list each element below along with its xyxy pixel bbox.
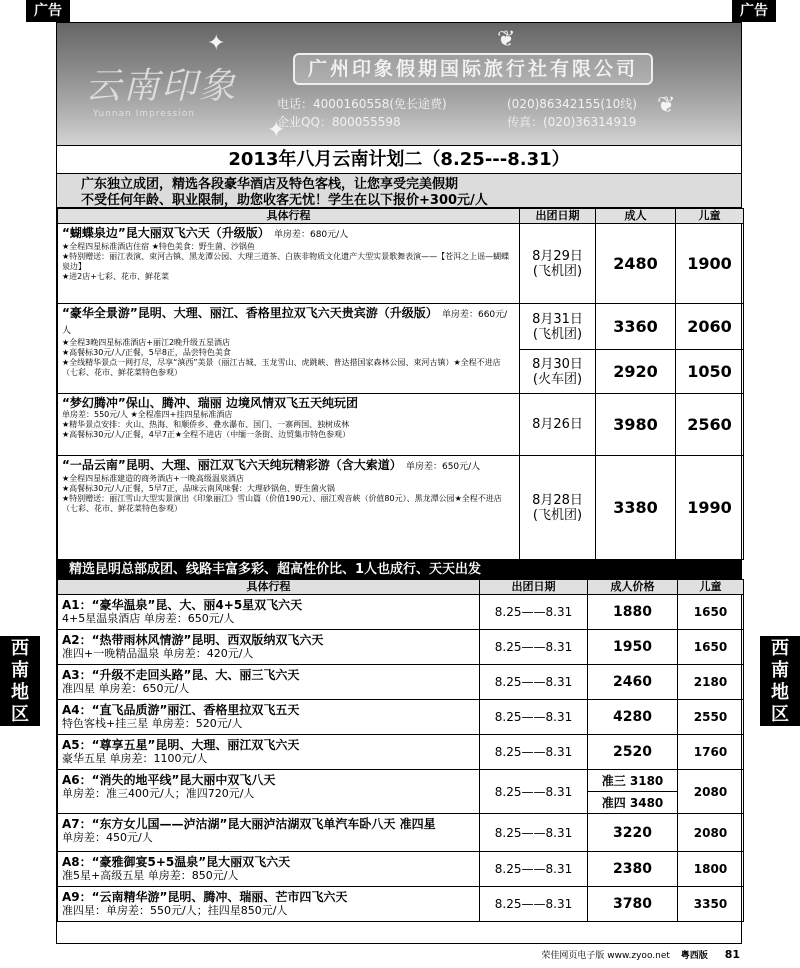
tour-subtitle: 4+5星温泉酒店 单房差：650元/人 (62, 612, 235, 625)
table-row (58, 304, 744, 350)
date-cell (520, 224, 596, 304)
tour-title: A8：“豪雅御宴5+5温泉”昆大丽双飞六天 (62, 855, 291, 869)
star-icon: ✦ (207, 31, 226, 56)
tour-title: “蝴蝶泉边”昆大丽双飞六天（升级版） (62, 226, 270, 240)
header-cell: 儿童 (678, 580, 744, 595)
adult-price: 1880 (588, 595, 678, 630)
child-price: 1650 (678, 595, 744, 630)
ad-tag-left: 广告 (26, 0, 70, 22)
date: 8月26日 (532, 417, 583, 432)
child-price: 1990 (676, 456, 744, 560)
header-cell: 成人 (596, 209, 676, 224)
intro-line-1: 广东独立成团，精选各段豪华酒店及特色客栈，让您享受完美假期 (81, 177, 459, 192)
tour-subtitle: 准四星 单房差：650元/人 (62, 682, 190, 695)
tour-subtitle: 准5星+高级五星 单房差：850元/人 (62, 869, 239, 882)
table-row (58, 665, 744, 700)
date-cell: 8.25——8.31 (480, 665, 588, 700)
detail-line: ★特别赠送：丽江雪山大型实景演出《印象丽江》雪山篇（价值190元）、丽江观音峡（价值80元）、黑龙潭公园★全程不进店（七彩、花市、鲜花菜特色参观） (62, 494, 502, 513)
tour-title: “梦幻腾冲”保山、腾冲、瑞丽 边境风情双飞五天纯玩团 (62, 396, 358, 410)
header-banner (57, 23, 741, 146)
tour-title: A6：“消失的地平线”昆大丽中双飞八天 (62, 773, 276, 787)
adult-price: 2460 (588, 665, 678, 700)
adult-price: 3980 (596, 394, 676, 456)
fax: 传真：(020)36314919 (507, 115, 637, 129)
footer-text: 荣佳网页电子版 www.zyoo.net (541, 951, 670, 961)
adult-price: 3360 (596, 304, 676, 350)
surcharge: 单房差：660元/人 (62, 310, 508, 336)
tour-title: “豪华全景游”昆明、大理、丽江、香格里拉双飞六天贵宾游（升级版） (62, 306, 438, 320)
intro-line-2: 不受任何年龄、职业限制，助您收客无忧！学生在以下报价+300元/人 (81, 193, 488, 208)
adult-price: 2380 (588, 852, 678, 887)
date-cell: 8.25——8.31 (480, 770, 588, 814)
header-cell: 具体行程 (58, 580, 480, 595)
date: 8月31日 (532, 311, 583, 327)
child-price: 1760 (678, 735, 744, 770)
tour-title: A2：“热带雨林风情游”昆明、西双版纳双飞六天 (62, 633, 324, 647)
date-cell (520, 350, 596, 394)
table-row (58, 456, 744, 560)
child-price: 1050 (676, 350, 744, 394)
table-header (58, 580, 744, 595)
child-price: 2060 (676, 304, 744, 350)
detail-line: ★高餐标30元/人/正餐，4早7正★全程不进店（中缅一条街、边贸集市特色参观） (62, 430, 351, 439)
header-cell: 成人价格 (588, 580, 678, 595)
group-type: (飞机团) (532, 263, 583, 279)
date-cell: 8.25——8.31 (480, 814, 588, 852)
tour-title: “一品云南”昆明、大理、丽江双飞六天纯玩精彩游（含大索道） (62, 458, 402, 472)
phone: 电话：4000160558(免长途费) (277, 97, 447, 111)
adult-price: 2520 (588, 735, 678, 770)
surcharge: 单房差：650元/人 (405, 462, 481, 472)
tour-subtitle: 单房差：450元/人 (62, 831, 153, 844)
tour-subtitle: 单房差：准三400元/人；准四720元/人 (62, 787, 255, 800)
table-row (58, 770, 744, 792)
tour-title: A5：“尊享五星”昆明、大理、丽江双飞六天 (62, 738, 300, 752)
date-cell: 8.25——8.31 (480, 630, 588, 665)
group-type: (飞机团) (532, 507, 583, 523)
child-price: 1800 (678, 852, 744, 887)
adult-price: 4280 (588, 700, 678, 735)
logo: 云南印象 (85, 66, 238, 107)
surcharge: 单房差：550元/人 ★全程准四+挂四星标准酒店 (62, 410, 233, 419)
table-row (58, 735, 744, 770)
group-type: (火车团) (532, 371, 583, 387)
tour-title: A7：“东方女儿国——泸沽湖”昆大丽泸沽湖双飞单汽车卧八天 准四星 (62, 817, 436, 831)
adult-price-tier-a: 准三 3180 (588, 770, 678, 792)
child-price: 2560 (676, 394, 744, 456)
date-cell (520, 456, 596, 560)
child-price: 2550 (678, 700, 744, 735)
tour-title: A4：“直飞品质游”丽江、香格里拉双飞五天 (62, 703, 300, 717)
plan-title: 2013年八月云南计划二（8.25---8.31） (57, 146, 741, 174)
date: 8月30日 (532, 356, 583, 372)
tour-title: A9：“云南精华游”昆明、腾冲、瑞丽、芒市四飞六天 (62, 890, 348, 904)
detail-line: ★高餐标30元/人/正餐，5早8正，品尝特色美食 (62, 348, 231, 357)
tour-subtitle: 准四星：单房差：550元/人；挂四星850元/人 (62, 904, 288, 917)
child-price: 1650 (678, 630, 744, 665)
detail-line: ★进2店+七彩、花市、鲜花菜 (62, 272, 169, 281)
leaf-icon: ❦ (657, 93, 676, 118)
table-row (58, 700, 744, 735)
child-price: 2180 (678, 665, 744, 700)
detail-line: ★高餐标30元/人/正餐，5早7正，品味云南风味餐：大理砂锅鱼、野生菌火锅 (62, 484, 335, 493)
date-cell: 8.25——8.31 (480, 887, 588, 922)
table-row (58, 224, 744, 304)
date: 8月28日 (532, 492, 583, 508)
itinerary-cell (58, 304, 520, 394)
leaf-icon: ❦ (497, 27, 516, 52)
header-cell: 具体行程 (58, 209, 520, 224)
table-row (58, 852, 744, 887)
date-cell (520, 304, 596, 350)
logo-subtitle: Yunnan Impression (93, 109, 195, 119)
group-type: (飞机团) (532, 326, 583, 342)
page-number: 81 (724, 948, 740, 961)
detail-line: ★精华景点安排：火山、热海、和顺侨乡、叠水瀑布、国门、一寨两国、独树成林 (62, 420, 350, 429)
detail-line: ★全线精华景点一网打尽，尽享“滇西”美景（丽江古城、玉龙雪山、虎跳峡、普达措国家森林公园、束河古镇）★全程不进店（七彩、花市、鲜花菜特色参观） (62, 358, 501, 377)
itinerary-cell (58, 456, 520, 560)
date-cell: 8.25——8.31 (480, 595, 588, 630)
detail-line: ★全程3晚四星标准酒店+丽江2晚升级五星酒店 (62, 338, 231, 347)
detail-line: ★全程四星标准建造的商务酒店+一晚高级温泉酒店 (62, 474, 244, 483)
table-row (58, 887, 744, 922)
child-price: 2080 (678, 814, 744, 852)
table-row (58, 630, 744, 665)
tour-subtitle: 豪华五星 单房差：1100元/人 (62, 752, 208, 765)
itinerary-cell (58, 224, 520, 304)
date-cell: 8.25——8.31 (480, 700, 588, 735)
tour-title: A3：“升级不走回头路”昆、大、丽三飞六天 (62, 668, 300, 682)
ad-tag-right: 广告 (732, 0, 776, 22)
header-cell: 出团日期 (520, 209, 596, 224)
phone-2: (020)86342155(10线) (507, 97, 637, 111)
table-row (58, 595, 744, 630)
tour-subtitle: 特色客栈+挂三星 单房差：520元/人 (62, 717, 243, 730)
footer-brand: 粤西版 (680, 951, 708, 961)
child-price: 2080 (678, 770, 744, 814)
adult-price: 1950 (588, 630, 678, 665)
date-cell (520, 394, 596, 456)
adult-price: 2480 (596, 224, 676, 304)
tour-table-2 (57, 579, 744, 922)
table-row (58, 394, 744, 456)
date-cell: 8.25——8.31 (480, 852, 588, 887)
region-tab-left: 西 南 地 区 (0, 636, 40, 726)
star-icon: ✦ (267, 118, 286, 143)
tour-title: A1：“豪华温泉”昆、大、丽4+5星双飞六天 (62, 598, 303, 612)
intro-box (57, 174, 741, 208)
detail-line: ★全程四星标准酒店住宿 ★特色美食：野生菌、沙锅鱼 (62, 242, 255, 251)
tour-subtitle: 准四+一晚精品温泉 单房差：420元/人 (62, 647, 254, 660)
page-footer (541, 948, 740, 961)
child-price: 1900 (676, 224, 744, 304)
adult-price: 3780 (588, 887, 678, 922)
surcharge: 单房差：680元/人 (273, 230, 349, 240)
adult-price: 3380 (596, 456, 676, 560)
table-header (58, 209, 744, 224)
adult-price: 2920 (596, 350, 676, 394)
header-cell: 儿童 (676, 209, 744, 224)
date-cell: 8.25——8.31 (480, 735, 588, 770)
header-cell: 出团日期 (480, 580, 588, 595)
itinerary-cell (58, 394, 520, 456)
date: 8月29日 (532, 248, 583, 264)
adult-price-tier-b: 准四 3480 (588, 792, 678, 814)
detail-line: ★特别赠送：丽江表演、束河古镇、黑龙潭公园、大理三道茶、白族非物质文化遗产大型实景歌舞表演——【苍洱之上谣—蝴蝶泉边】 (62, 252, 510, 271)
tour-table-1 (57, 208, 744, 560)
ad-frame (56, 22, 742, 944)
child-price: 3350 (678, 887, 744, 922)
region-tab-right: 西 南 地 区 (760, 636, 800, 726)
section-banner: 精选昆明总部成团、线路丰富多彩、超高性价比、1人也成行、天天出发 (57, 560, 741, 579)
table-row (58, 814, 744, 852)
company-qq: 企业QQ：800055598 (277, 115, 401, 129)
agency-name: 广州印象假期国际旅行社有限公司 (293, 53, 653, 85)
adult-price: 3220 (588, 814, 678, 852)
